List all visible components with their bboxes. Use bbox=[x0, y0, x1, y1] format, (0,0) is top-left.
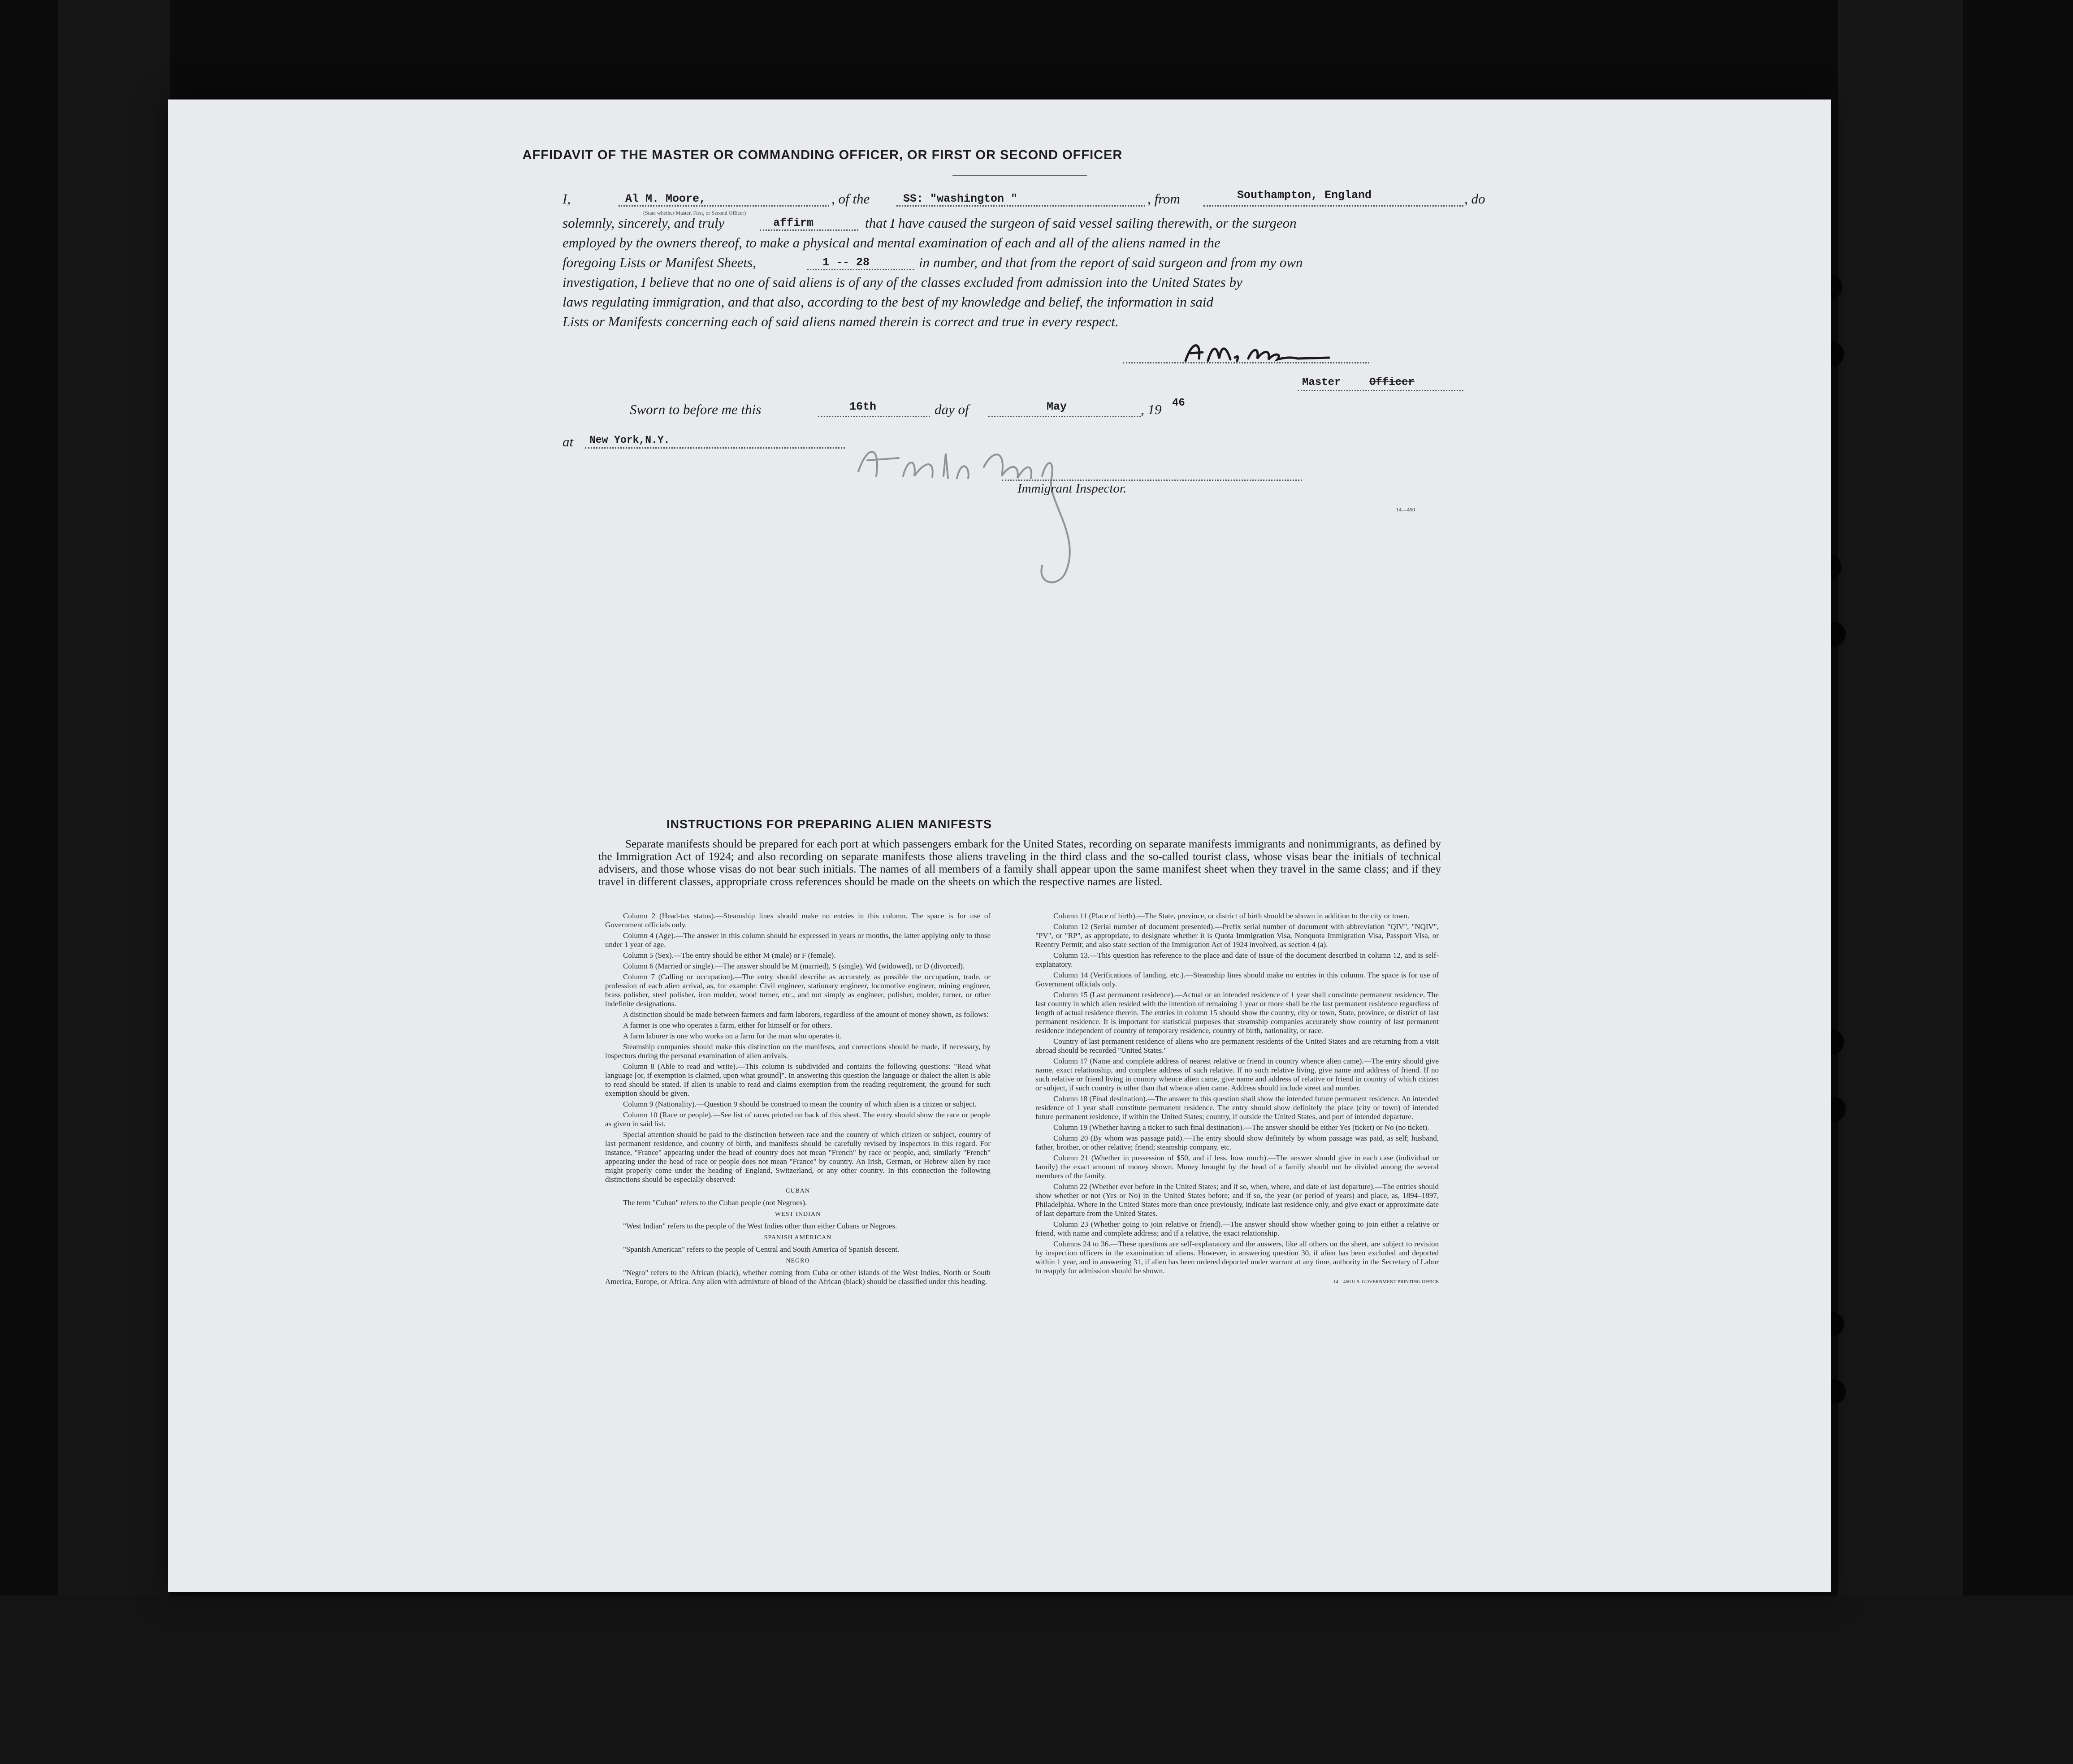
instructions-right-column bbox=[1035, 912, 1439, 1288]
sworn-pre-text: Sworn to before me this bbox=[630, 402, 762, 417]
affidavit-line-2 bbox=[563, 213, 1786, 233]
negro-heading: NEGRO bbox=[786, 1258, 810, 1264]
inspector-signature bbox=[849, 440, 1127, 601]
printer-line: 14—450 U.S. GOVERNMENT PRINTING OFFICE bbox=[1333, 1279, 1439, 1284]
right-paragraph: Column 21 (Whether in possession of $50, and if less, how much).—The answer should give in each case (individual or family) the exact amount of money shown. Money brought by the head of a family should not be divided among the several members of the family. bbox=[1035, 1154, 1439, 1180]
document-page bbox=[168, 99, 1831, 1592]
left-paragraph: Steamship companies should make this distinction on the manifests, and corrections should be made, if necessary, by inspectors during the personal examination of alien arrivals. bbox=[605, 1042, 991, 1060]
form-number: 14—450 bbox=[1396, 506, 1415, 513]
right-paragraph: Column 11 (Place of birth).—The State, province, or district of birth should be shown in addition to the city or town. bbox=[1053, 912, 1410, 920]
master-signature bbox=[1181, 336, 1351, 372]
negro-paragraph: "Negro" refers to the African (black), whether coming from Cuba or other islands of the West Indies, North or South America, Europe, or Africa. Any alien with admixture of blood of the African (black) should be classified under this heading. bbox=[605, 1268, 991, 1286]
spanish-american-paragraph: "Spanish American" refers to the people of Central and South America of Spanish descent. bbox=[623, 1245, 900, 1254]
left-paragraph: Special attention should be paid to the distinction between race and the country of which citizen or subject, country of last permanent residence, and country of birth, and manifests should be carefully revised by inspectors in this regard. For instance, "France" appearing under the head of country does not mean "French" by race or people, and, similarly "French" appearing under the head of race or people does not mean "France" by country. An Irish, German, or Hebrew alien by race might properly come under the heading of England, Switzerland, or any other country. In this connection the following distinctions should be especially observed: bbox=[605, 1130, 991, 1184]
vessel-name-value: SS: "washington " bbox=[903, 192, 1018, 205]
west-indian-heading: WEST INDIAN bbox=[775, 1211, 821, 1218]
affidavit-line-7: Lists or Manifests concerning each of said aliens named therein is correct and true in every respect. bbox=[563, 314, 1119, 329]
departure-port-value: Southampton, England bbox=[1237, 189, 1372, 202]
affirm-value: affirm bbox=[773, 216, 814, 229]
officer-name-value: Al M. Moore, bbox=[625, 192, 706, 205]
west-indian-paragraph: "West Indian" refers to the people of the West Indies other than either Cubans or Negroes. bbox=[623, 1222, 897, 1230]
instructions-left-column bbox=[605, 912, 991, 1288]
right-paragraph: Columns 24 to 36.—These questions are self-explanatory and the answers, like all others on the sheet, are subject to revision by inspection officers in the examination of aliens. However, in answering question 30, if alien has been excluded and deported within 1 year, and in answering 31, if alien has been ordered deported under warrant at any time, authority in the Secretary of Labor to reapply for admission should be shown. bbox=[1035, 1240, 1439, 1275]
right-paragraph: Column 15 (Last permanent residence).—Actual or an intended residence of 1 year shall constitute permanent residence. The last country in which alien resided with the intention of remaining 1 year or more shall be the last permanent residence regardless of length of actual residence therein. The entries in column 15 should show the country, city or town, State, province, or district of last permanent residence. It is important for statistical purposes that steamship companies accurately show country of last permanent residence independent of country of temporary residence, country of birth, nationality, or race. bbox=[1035, 990, 1439, 1035]
left-paragraph: Column 7 (Calling or occupation).—The entry should describe as accurately as possible the occupation, trade, or profession of each alien arrival, as, for example: Civil engineer, stationary engineer, locomotive engineer, mining engineer, brass polisher, steel polisher, iron molder, wood turner, etc., and not simply as engineer, polisher, molder, turner, or other indefinite designations. bbox=[605, 973, 991, 1008]
right-paragraph: Column 18 (Final destination).—The answer to this question shall show the intended future permanent residence. An intended residence of 1 year shall constitute permanent residence. The entry should show definitely the place (city or town) of intended future permanent residence, if within the United States; country, if outside the United States, and port of intended departure. bbox=[1035, 1094, 1439, 1121]
signature-line bbox=[1123, 362, 1369, 363]
spanish-american-heading: SPANISH AMERICAN bbox=[764, 1234, 832, 1241]
line2-pre-text: solemnly, sincerely, and truly bbox=[563, 215, 725, 231]
left-paragraph: Column 4 (Age).—The answer in this column should be expressed in years or months, the latter applying only to those under 1 year of age. bbox=[605, 931, 991, 949]
left-paragraph: Column 2 (Head-tax status).—Steamship lines should make no entries in this column. The space is for use of Government officials only. bbox=[605, 912, 991, 929]
sworn-year-value: 46 bbox=[1172, 397, 1185, 409]
at-text: at bbox=[563, 434, 574, 450]
right-paragraph: Column 22 (Whether ever before in the United States; and if so, when, where, and date of last departure).—The entries should show whether or not (Yes or No) in the United States before; and if so, the year (or period of years) and place, as, 1894–1897, Philadelphia. Where in the United States more than once previously, indicate last residence only, and give exact or approximate date of last departure from the United States. bbox=[1035, 1182, 1439, 1218]
left-paragraph: Column 10 (Race or people).—See list of races printed on back of this sheet. The entry should show the race or people as given in said list. bbox=[605, 1111, 991, 1128]
right-paragraph: Country of last permanent residence of aliens who are permanent residents of the United States and are returning from a visit abroad should be recorded "United States." bbox=[1035, 1037, 1439, 1055]
right-paragraph: Column 17 (Name and complete address of nearest relative or friend in country whence alien came).—The entry should give name, exact relationship, and complete address of such relative. If no such relative living, give name and address of friend. If no such relative or friend living in country whence alien came, give name and address of relative or friend in country of which citizen or subject, if such country is other than that whence alien came. Address should include street and number. bbox=[1035, 1057, 1439, 1092]
right-paragraph: Column 12 (Serial number of document presented).—Prefix serial number of document with abbreviation "QIV", "NQIV", "PV", or "RP", as appropriate, to designate whether it is Quota Immigration Visa, Nonquota Immigration Visa, Passport Visa, or Reentry Permit; and also state section of the Immigration Act of 1924 involved, as section 4 (a). bbox=[1035, 922, 1439, 949]
instructions-intro: Separate manifests should be prepared for each port at which passengers embark for the United States, recording on separate manifests immigrants and nonimmigrants, as defined by the Immigration Act of 1924; and also recording on separate manifests those aliens traveling in the third class and the so-called tourist class, whose visas bear the initials of technical advisers, and those whose visas do not bear such initials. The names of all members of a family shall appear upon the same manifest sheet when they travel in the same class; and if they travel in different classes, appropriate cross references should be made on the sheets on which the respective names are listed. bbox=[598, 838, 1441, 888]
day-of-text: day of bbox=[935, 402, 969, 417]
from-text: , from bbox=[1147, 191, 1180, 207]
left-paragraph: Column 9 (Nationality).—Question 9 should be construed to mean the country of which alien is a citizen or subject. bbox=[623, 1100, 977, 1108]
left-paragraph: A distinction should be made between farmers and farm laborers, regardless of the amount of money shown, as follows: bbox=[623, 1010, 989, 1019]
affidavit-line-6: laws regulating immigration, and that also, according to the best of my knowledge and belief, the information in said bbox=[563, 294, 1214, 310]
affidavit-line-5: investigation, I believe that no one of said aliens is of any of the classes excluded from admission into the United States by bbox=[563, 274, 1242, 290]
line2-post-text: that I have caused the surgeon of said vessel sailing therewith, or the surgeon bbox=[865, 215, 1297, 231]
name-note: (State whether Master, First, or Second Officer) bbox=[643, 210, 746, 216]
affidavit-line-4 bbox=[563, 253, 1786, 272]
sworn-place-value: New York,N.Y. bbox=[589, 434, 670, 446]
right-paragraph: Column 20 (By whom was passage paid).—The entry should show definitely by whom passage was paid, as self; husband, father, brother, or other relative; friend; steamship company, etc. bbox=[1035, 1134, 1439, 1151]
title-rule bbox=[952, 175, 1087, 176]
left-paragraph: A farmer is one who operates a farm, either for himself or for others. bbox=[623, 1021, 832, 1029]
left-paragraph: Column 6 (Married or single).—The answer should be M (married), S (single), Wd (widowed), or D (divorced). bbox=[623, 962, 965, 970]
sworn-month-value: May bbox=[1047, 400, 1067, 413]
rank-line bbox=[1298, 390, 1463, 391]
of-the-text: , of the bbox=[831, 191, 870, 207]
line4-pre-text: foregoing Lists or Manifest Sheets, bbox=[563, 255, 756, 270]
right-paragraph: Column 14 (Verifications of landing, etc.).—Steamship lines should make no entries in this column. The space is for use of Government officials only. bbox=[1035, 971, 1439, 988]
right-paragraph: Column 23 (Whether going to join relative or friend).—The answer should show whether going to join either a relative or friend, with name and complete address; and if a relative, the exact relationship. bbox=[1035, 1220, 1439, 1237]
sworn-day-value: 16th bbox=[849, 400, 877, 413]
left-paragraph: A farm laborer is one who works on a farm for the man who operates it. bbox=[623, 1032, 842, 1040]
cuban-paragraph: The term "Cuban" refers to the Cuban people (not Negroes). bbox=[623, 1198, 807, 1207]
affidavit-line-1 bbox=[563, 189, 1786, 209]
affidavit-line-3: employed by the owners thereof, to make a physical and mental examination of each and all of the aliens named in the bbox=[563, 235, 1220, 251]
sworn-line bbox=[630, 397, 1437, 419]
affidavit-title: AFFIDAVIT OF THE MASTER OR COMMANDING OFFICER, OR FIRST OR SECOND OFFICER bbox=[522, 148, 1123, 162]
instructions-title: INSTRUCTIONS FOR PREPARING ALIEN MANIFESTS bbox=[666, 817, 992, 831]
right-paragraph: Column 13.—This question has reference to the place and date of issue of the document described in column 12, and is self-explanatory. bbox=[1035, 951, 1439, 968]
cuban-heading: CUBAN bbox=[785, 1188, 810, 1194]
inspector-label: Immigrant Inspector. bbox=[1017, 481, 1127, 496]
line4-post-text: in number, and that from the report of said surgeon and from my own bbox=[919, 255, 1303, 270]
year-prefix-text: , 19 bbox=[1141, 402, 1162, 417]
do-text: , do bbox=[1464, 191, 1485, 207]
left-paragraph: Column 8 (Able to read and write).—This column is subdivided and contains the following questions: "Read what language [or, if exemption is claimed, upon what ground]". In answering this question the language or dialect the alien is able to read should be stated. If alien is unable to read and claims exemption from the reading requirement, the ground for such exemption should be given. bbox=[605, 1062, 991, 1098]
rank-struck: Officer bbox=[1369, 376, 1415, 389]
rank-value: Master bbox=[1302, 376, 1341, 389]
inspector-line bbox=[1002, 480, 1302, 481]
sheet-count-value: 1 -- 28 bbox=[822, 256, 870, 269]
right-paragraph: Column 19 (Whether having a ticket to such final destination).—The answer should be either Yes (ticket) or No (no ticket). bbox=[1053, 1123, 1429, 1132]
left-paragraph: Column 5 (Sex).—The entry should be either M (male) or F (female). bbox=[623, 951, 836, 960]
pre-name-text: I, bbox=[563, 191, 571, 207]
